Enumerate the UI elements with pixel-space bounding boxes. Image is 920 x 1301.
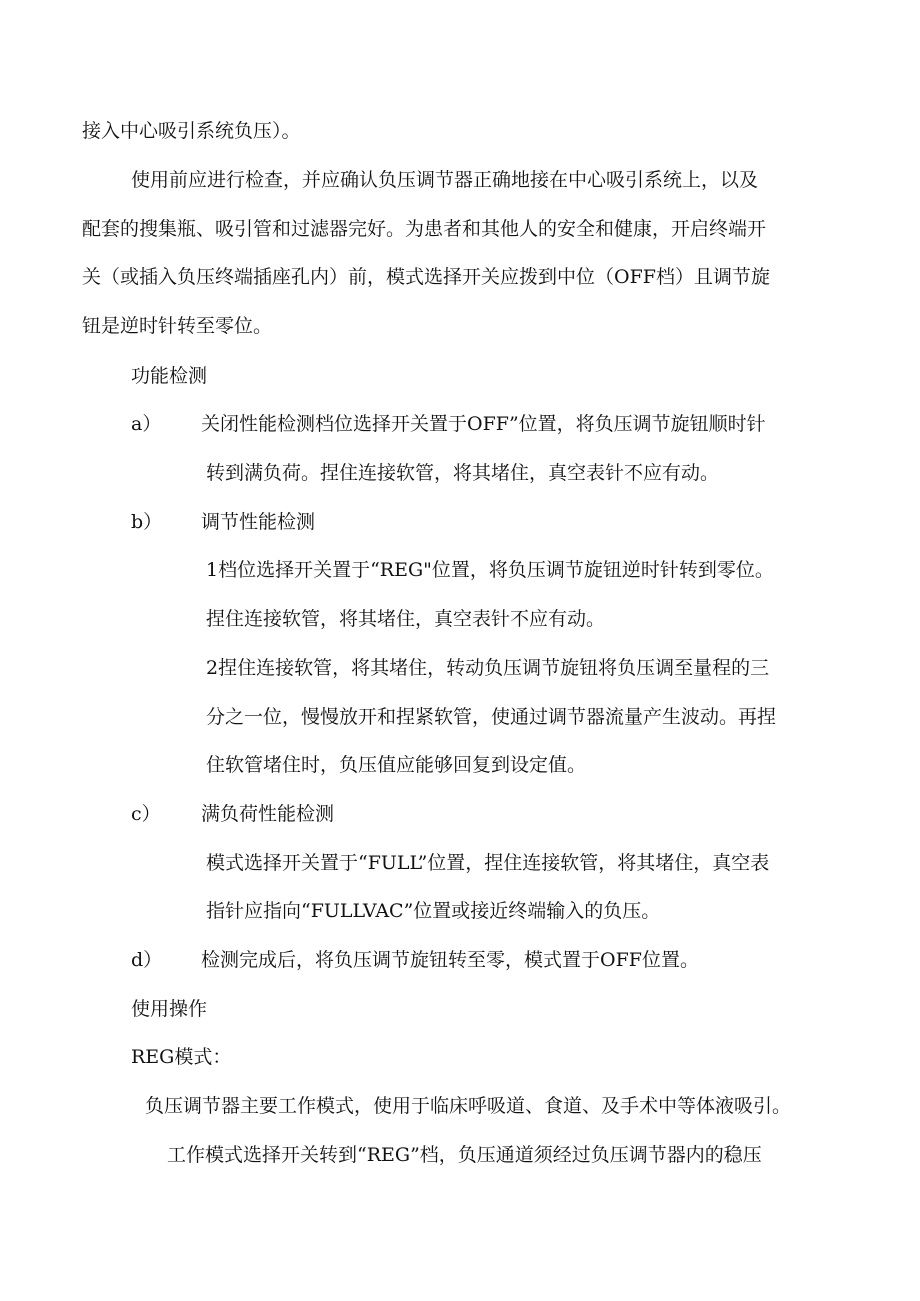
- section-heading: 使用操作: [131, 998, 208, 1020]
- list-item-line: 指针应指向“FULLVAC”位置或接近终端输入的负压。: [206, 900, 661, 922]
- list-item-line: 模式选择开关置于“FULL”位置，捏住连接软管，将其堵住，真空表: [206, 852, 770, 874]
- subsection-heading: REG模式：: [131, 1046, 232, 1068]
- list-item-heading: 调节性能检测: [201, 511, 316, 533]
- list-item-line: 分之一位，慢慢放开和捏紧软管，使通过调节器流量产生波动。再捏: [206, 706, 777, 728]
- paragraph-line: 工作模式选择开关转到“REG”档，负压通道须经过负压调节器内的稳压: [167, 1144, 762, 1166]
- paragraph-line: 配套的搜集瓶、吸引管和过滤器完好。为患者和其他人的安全和健康，开启终端开: [82, 218, 767, 240]
- list-item-line: 转到满负荷。捏住连接软管，将其堵住，真空表针不应有动。: [206, 462, 720, 484]
- list-marker-a: a）: [131, 413, 162, 435]
- list-item-line: 2捏住连接软管，将其堵住，转动负压调节旋钮将负压调至量程的三: [206, 657, 770, 679]
- paragraph-line: 使用前应进行检查，并应确认负压调节器正确地接在中心吸引系统上，以及: [131, 169, 759, 191]
- list-item-line: 检测完成后，将负压调节旋钮转至零，模式置于OFF位置。: [201, 949, 699, 971]
- list-item-line: 住软管堵住时，负压值应能够回复到设定值。: [206, 754, 587, 776]
- list-marker-d: d）: [131, 949, 163, 971]
- section-heading: 功能检测: [131, 365, 208, 387]
- list-item-line: 捏住连接软管，将其堵住，真空表针不应有动。: [206, 608, 606, 630]
- list-marker-b: b）: [131, 511, 163, 533]
- list-item-line: 关闭性能检测档位选择开关置于OFF”位置，将负压调节旋钮顺时针: [201, 413, 766, 435]
- paragraph-line: 接入中心吸引系统负压）。: [82, 120, 301, 142]
- paragraph-line: 关（或插入负压终端插座孔内）前，模式选择开关应拨到中位（OFF档）且调节旋: [82, 266, 770, 288]
- paragraph-line: 负压调节器主要工作模式，使用于临床呼吸道、食道、及手术中等体液吸引。: [145, 1095, 792, 1117]
- paragraph-line: 钮是逆时针转至零位。: [82, 315, 273, 337]
- list-item-heading: 满负荷性能检测: [201, 803, 335, 825]
- list-marker-c: c）: [131, 803, 161, 825]
- list-item-line: 1档位选择开关置于“REG"位置，将负压调节旋钮逆时针转到零位。: [206, 559, 774, 581]
